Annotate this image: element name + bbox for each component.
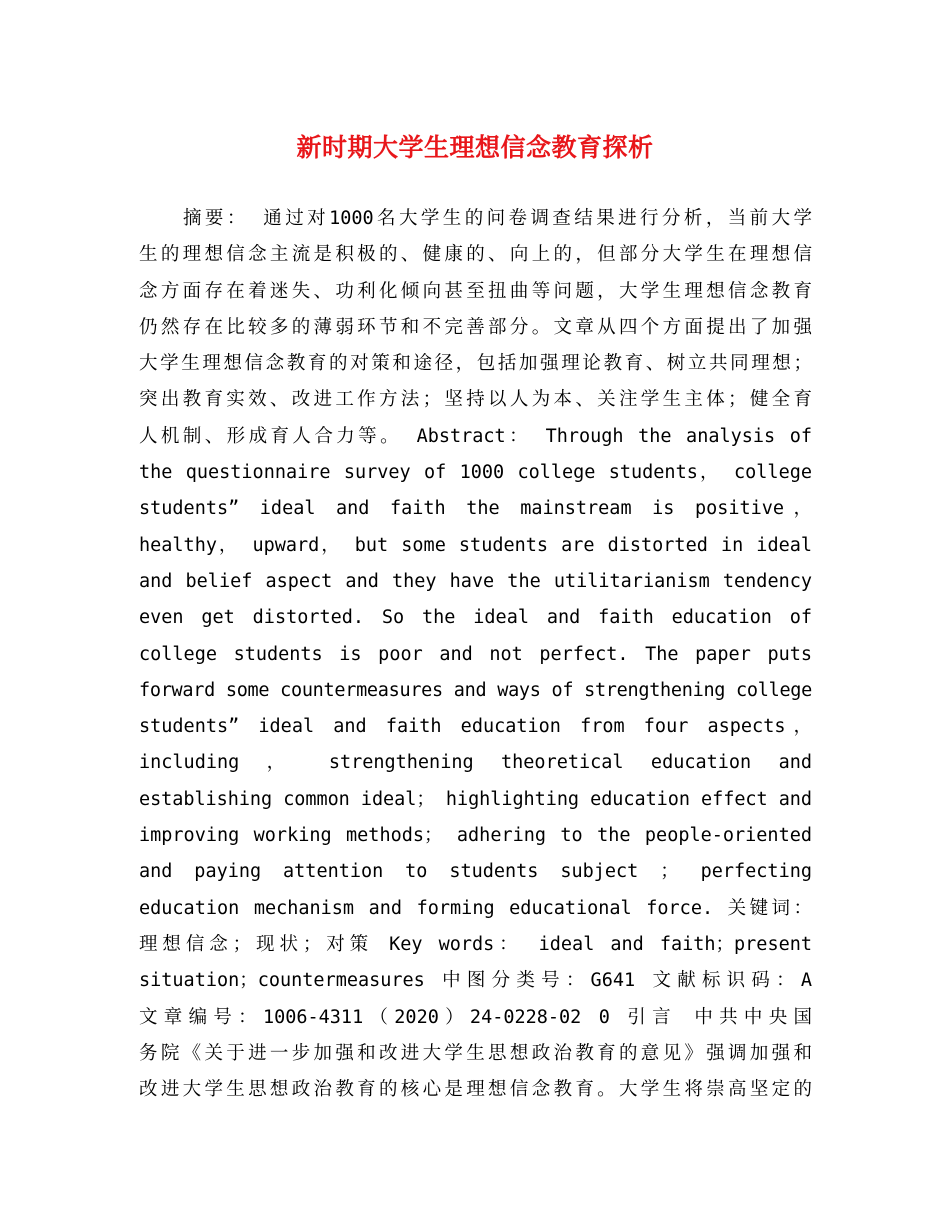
document-body	[139, 201, 812, 1108]
body-line: situation；countermeasures 中图分类号：G641 文献标识码：A	[139, 970, 812, 992]
body-line: improving working methods； adhering to the people-oriented	[139, 825, 812, 847]
body-line: establishing common ideal； highlighting education effect and	[139, 788, 812, 810]
body-line: 人机制、形成育人合力等。 Abstract： Through the analysis of	[139, 425, 812, 447]
body-line: education mechanism and forming educational force. 关键词：	[139, 897, 812, 919]
body-line: healthy， upward， but some students are distorted in ideal	[139, 534, 812, 556]
body-line: and belief aspect and they have the utilitarianism tendency	[139, 570, 812, 592]
body-line: forward some countermeasures and ways of strengthening college	[139, 679, 812, 701]
body-line: 文章编号：1006-4311（2020）24-0228-02 0 引言 中共中央国	[139, 1006, 812, 1028]
body-line: 摘要： 通过对1000名大学生的问卷调查结果进行分析，当前大学	[183, 208, 812, 229]
body-line: even get distorted. So the ideal and faith education of	[139, 607, 812, 629]
body-line: college students is poor and not perfect. The paper puts	[139, 643, 812, 665]
body-line: 突出教育实效、改进工作方法；坚持以人为本、关注学生主体；健全育	[139, 389, 812, 411]
body-line: 仍然存在比较多的薄弱环节和不完善部分。文章从四个方面提出了加强	[139, 316, 812, 338]
body-line: 理想信念；现状；对策 Key words： ideal and faith；present	[139, 933, 812, 955]
body-line: 改进大学生思想政治教育的核心是理想信念教育。大学生将崇高坚定的	[139, 1079, 812, 1101]
body-line: and paying attention to students subject ； perfecting	[139, 861, 812, 883]
body-line: 务院《关于进一步加强和改进大学生思想政治教育的意见》强调加强和	[139, 1042, 812, 1064]
body-line: students” ideal and faith education from four aspects，	[139, 716, 812, 738]
body-line: including ， strengthening theoretical education and	[139, 752, 812, 774]
document-title: 新时期大学生理想信念教育探析	[296, 133, 654, 162]
body-line: 大学生理想信念教育的对策和途径，包括加强理论教育、树立共同理想；	[139, 353, 812, 375]
body-line: students” ideal and faith the mainstream is positive，	[139, 498, 812, 520]
body-line: 生的理想信念主流是积极的、健康的、向上的，但部分大学生在理想信	[139, 244, 812, 266]
body-line: 念方面存在着迷失、功利化倾向甚至扭曲等问题，大学生理想信念教育	[139, 280, 812, 302]
body-line: the questionnaire survey of 1000 college students， college	[139, 462, 812, 484]
